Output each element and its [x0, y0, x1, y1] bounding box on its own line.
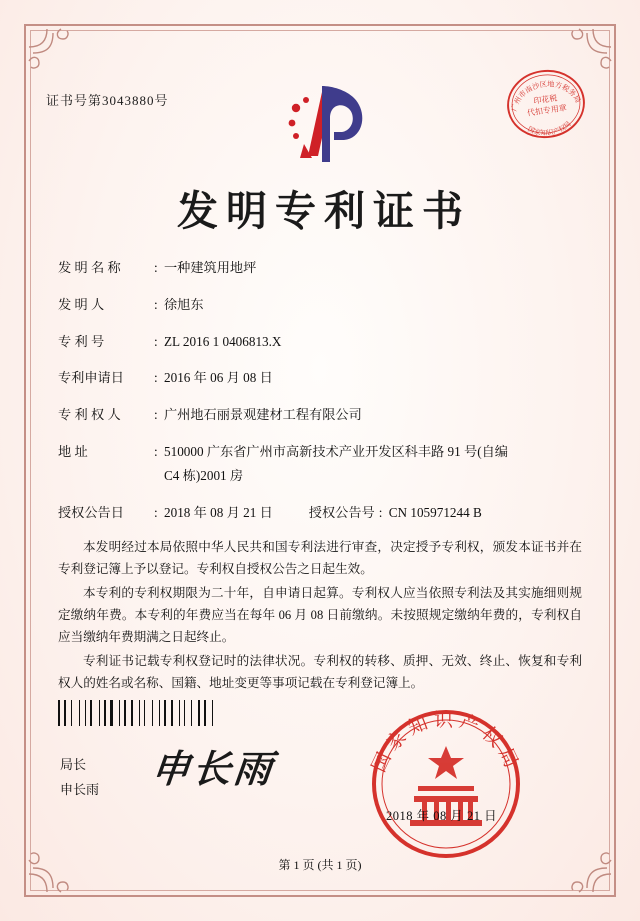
svg-text:国家知识产权局: 国家知识产权局: [367, 709, 525, 776]
field-colon: :: [154, 370, 158, 386]
field-colon: :: [378, 504, 383, 520]
svg-text:印花税: 印花税: [532, 93, 558, 106]
field-colon: :: [154, 260, 158, 275]
field-row: [58, 405, 582, 425]
national-ip-administration-seal-icon: [362, 700, 530, 868]
signature-labels: [60, 753, 99, 802]
address-line-2: C4 栋)2001 房: [164, 467, 244, 483]
field-value-grant-number: CN 105971244 B: [388, 504, 482, 520]
field-row: [58, 258, 582, 278]
page-title: 发明专利证书: [177, 187, 471, 235]
handwritten-signature: 申长雨: [149, 746, 278, 791]
field-label: 专 利 号: [58, 333, 105, 349]
barcode: [58, 700, 218, 726]
page-footer: 第 1 页 (共 1 页): [278, 858, 362, 872]
field-value-address: [164, 442, 582, 486]
field-value-inventor: 徐旭东: [164, 296, 204, 312]
field-row: [58, 442, 582, 486]
field-label: 发 明 人: [58, 296, 105, 312]
field-colon: :: [154, 296, 158, 312]
field-row: [58, 368, 582, 388]
field-colon: :: [154, 333, 158, 349]
field-colon: :: [154, 443, 158, 459]
corner-ornament-icon: [27, 27, 81, 81]
field-label: 专利申请日: [58, 370, 124, 386]
svg-text:广州市南沙区地方税务局: 广州市南沙区地方税务局: [509, 79, 583, 113]
field-colon: :: [154, 407, 158, 423]
field-label: 专 利 权 人: [58, 407, 121, 423]
address-line-1: 510000 广东省广州市高新技术产业开发区科丰路 91 号(自编: [164, 443, 508, 459]
field-value-grant-date: 2018 年 08 月 21 日: [164, 504, 273, 520]
body-text: [58, 536, 582, 696]
field-value-patent-number: ZL 2016 1 0406813.X: [164, 333, 282, 349]
field-value-application-date: 2016 年 06 月 08 日: [164, 370, 273, 386]
paragraph-1: 本发明经过本局依照中华人民共和国专利法进行审查，决定授予专利权，颁发本证书并在专利登记簿上予以登记。专利权自授权公告之日起生效。: [58, 540, 582, 577]
svg-text:代扣专用章: 代扣专用章: [526, 103, 568, 118]
cnipa-logo-icon: [266, 78, 374, 170]
field-row: [58, 295, 582, 315]
field-colon: :: [154, 504, 158, 520]
field-label: 授权公告日: [58, 504, 124, 520]
field-label: 发 明 名 称: [58, 260, 121, 275]
field-list: [58, 258, 582, 539]
field-row-grant: [58, 503, 582, 523]
seal-date: 2018 年 08 月 21 日: [386, 809, 498, 823]
field-label-grant-number: 授权公告号: [308, 504, 375, 520]
paragraph-3: 专利证书记载专利权登记时的法律状况。专利权的转移、质押、无效、终止、恢复和专利权人的姓名或名称、国籍、地址变更等事项记载在专利登记簿上。: [58, 654, 582, 691]
field-value-invention-name: 一种建筑用地坪: [164, 260, 257, 275]
field-value-patentee: 广州地石丽景观建材工程有限公司: [164, 407, 362, 423]
field-label: 地 址: [58, 443, 88, 459]
tax-stamp-seal-icon: [504, 62, 588, 146]
certificate-number: 证书号第3043880号: [46, 93, 169, 108]
director-label: 局长: [60, 757, 87, 772]
svg-text:国家知识产权局: 国家知识产权局: [526, 119, 573, 138]
field-row: [58, 332, 582, 352]
director-name: 申长雨: [60, 781, 100, 797]
paragraph-2: 本专利的专利权期限为二十年，自申请日起算。专利权人应当依照专利法及其实施细则规定缴纳年费。本专利的年费应当在每年 06 月 08 日前缴纳。未按照规定缴纳年费的，专利权自应当缴纳年费期满之日起终止。: [58, 586, 582, 645]
